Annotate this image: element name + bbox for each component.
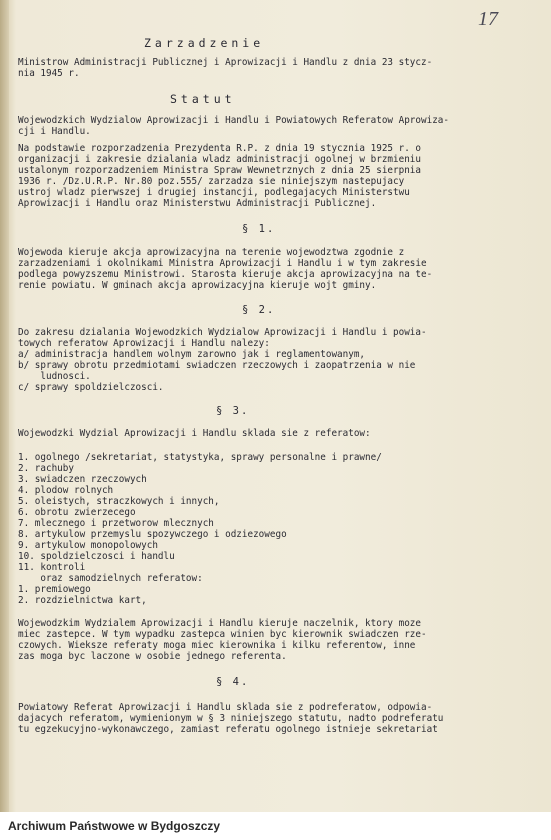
page-number: 17 <box>478 8 498 30</box>
referat-item-6: 6. obrotu zwierzecego <box>18 507 136 518</box>
document-title: Zarzadzenie <box>144 36 265 50</box>
section-3-intro: Wojewodzki Wydzial Aprowizacji i Handlu sklada sie z referatow: <box>18 428 371 439</box>
referat-item-9: 9. artykulow monopolowych <box>18 540 158 551</box>
referat-item-1: 1. ogolnego /sekretariat, statystyka, sprawy personalne i prawne/ <box>18 452 382 463</box>
referat-item-10: 10. spoldzielczosci i handlu <box>18 551 175 562</box>
independent-referat-1: 1. premiowego <box>18 584 91 595</box>
section-3-after-line-1: Wojewodzkim Wydzialem Aprowizacji i Handlu kieruje naczelnik, ktory moze <box>18 618 421 629</box>
section-2-item-b: b/ sprawy obrotu przedmiotami swiadczen rzeczowych i zaopatrzenia w nie <box>18 360 416 371</box>
section-3-after-line-2: miec zastepce. W tym wypadku zastepca winien byc kierownik swiadczen rze- <box>18 629 427 640</box>
intro-line-6: Aprowizacji i Handlu oraz Ministerstwu Administracji Publicznej. <box>18 198 377 209</box>
section-2-item-b-cont: ludnosci. <box>18 371 91 382</box>
referat-item-7: 7. mlecznego i przetworow mlecznych <box>18 518 214 529</box>
section-3-after-line-3: czowych. Wieksze referaty moga miec kierownika i kilku referentow, inne <box>18 640 416 651</box>
statut-heading: Statut <box>170 92 236 106</box>
section-3-heading: § 3. <box>216 405 250 417</box>
section-2-item-c: c/ sprawy spoldzielczosci. <box>18 382 164 393</box>
referat-item-8: 8. artykulow przemyslu spozywczego i odziezowego <box>18 529 287 540</box>
subtitle-line-1: Ministrow Administracji Publicznej i Aprowizacji i Handlu z dnia 23 stycz- <box>18 57 433 68</box>
section-3-after-line-4: zas moga byc laczone w osobie jednego referenta. <box>18 651 287 662</box>
section-1-heading: § 1. <box>242 223 276 235</box>
section-1-line-3: podlega powyzszemu Ministrowi. Starosta kieruje akcja aprowizacyjna na te- <box>18 269 433 280</box>
referat-item-3: 3. swiadczen rzeczowych <box>18 474 147 485</box>
section-2-line-1: Do zakresu dzialania Wojewodzkich Wydzialow Aprowizacji i Handlu i powia- <box>18 327 427 338</box>
independent-referat-2: 2. rozdzielnictwa kart, <box>18 595 147 606</box>
section-1-line-4: renie powiatu. W gminach akcja aprowizacyjna kieruje wojt gminy. <box>18 280 377 291</box>
intro-line-1: Na podstawie rozporzadzenia Prezydenta R.P. z dnia 19 stycznia 1925 r. o <box>18 143 421 154</box>
referat-item-4: 4. plodow rolnych <box>18 485 114 496</box>
archive-name: Archiwum Państwowe w Bydgoszczy <box>8 819 221 833</box>
intro-line-2: organizacji i zakresie dzialania wladz administracji ogolnej w brzmieniu <box>18 154 421 165</box>
section-4-line-1: Powiatowy Referat Aprowizacji i Handlu sklada sie z podreferatow, odpowia- <box>18 702 433 713</box>
referat-item-5: 5. oleistych, straczkowych i innych, <box>18 496 220 507</box>
statut-title-line-1: Wojewodzkich Wydzialow Aprowizacji i Handlu i Powiatowych Referatow Aprowiza- <box>18 115 449 126</box>
section-1-line-2: zarzadzeniami i okolnikami Ministra Aprowizacji i Handlu i w tym zakresie <box>18 258 427 269</box>
subtitle-line-2: nia 1945 r. <box>18 68 80 79</box>
statut-title-line-2: cji i Handlu. <box>18 126 91 137</box>
section-4-line-2: dajacych referatom, wymienionym w § 3 niniejszego statutu, nadto podreferatu <box>18 713 444 724</box>
page-binding-edge <box>0 0 9 812</box>
intro-line-3: ustalonym rozporzadzeniem Ministra Spraw Wewnetrznych z dnia 25 sierpnia <box>18 165 421 176</box>
section-2-heading: § 2. <box>242 304 276 316</box>
referat-item-2: 2. rachuby <box>18 463 74 474</box>
section-1-line-1: Wojewoda kieruje akcja aprowizacyjna na terenie wojewodztwa zgodnie z <box>18 247 405 258</box>
intro-line-4: 1936 r. /Dz.U.R.P. Nr.80 poz.555/ zarzadza sie niniejszym nastepujacy <box>18 176 405 187</box>
intro-line-5: ustroj wladz pierwszej i drugiej instancji, podlegajacych Ministerstwu <box>18 187 410 198</box>
section-4-line-3: tu egzekucyjno-wykonawczego, zamiast referatu ogolnego istnieje sekretariat <box>18 724 438 735</box>
independent-referats-intro: oraz samodzielnych referatow: <box>18 573 203 584</box>
section-4-heading: § 4. <box>216 676 250 688</box>
referat-item-11: 11. kontroli <box>18 562 86 573</box>
archive-footer <box>0 812 551 840</box>
section-2-item-a: a/ administracja handlem wolnym zarowno jak i reglamentowanym, <box>18 349 366 360</box>
section-2-line-2: towych referatow Aprowizacji i Handlu nalezy: <box>18 338 270 349</box>
